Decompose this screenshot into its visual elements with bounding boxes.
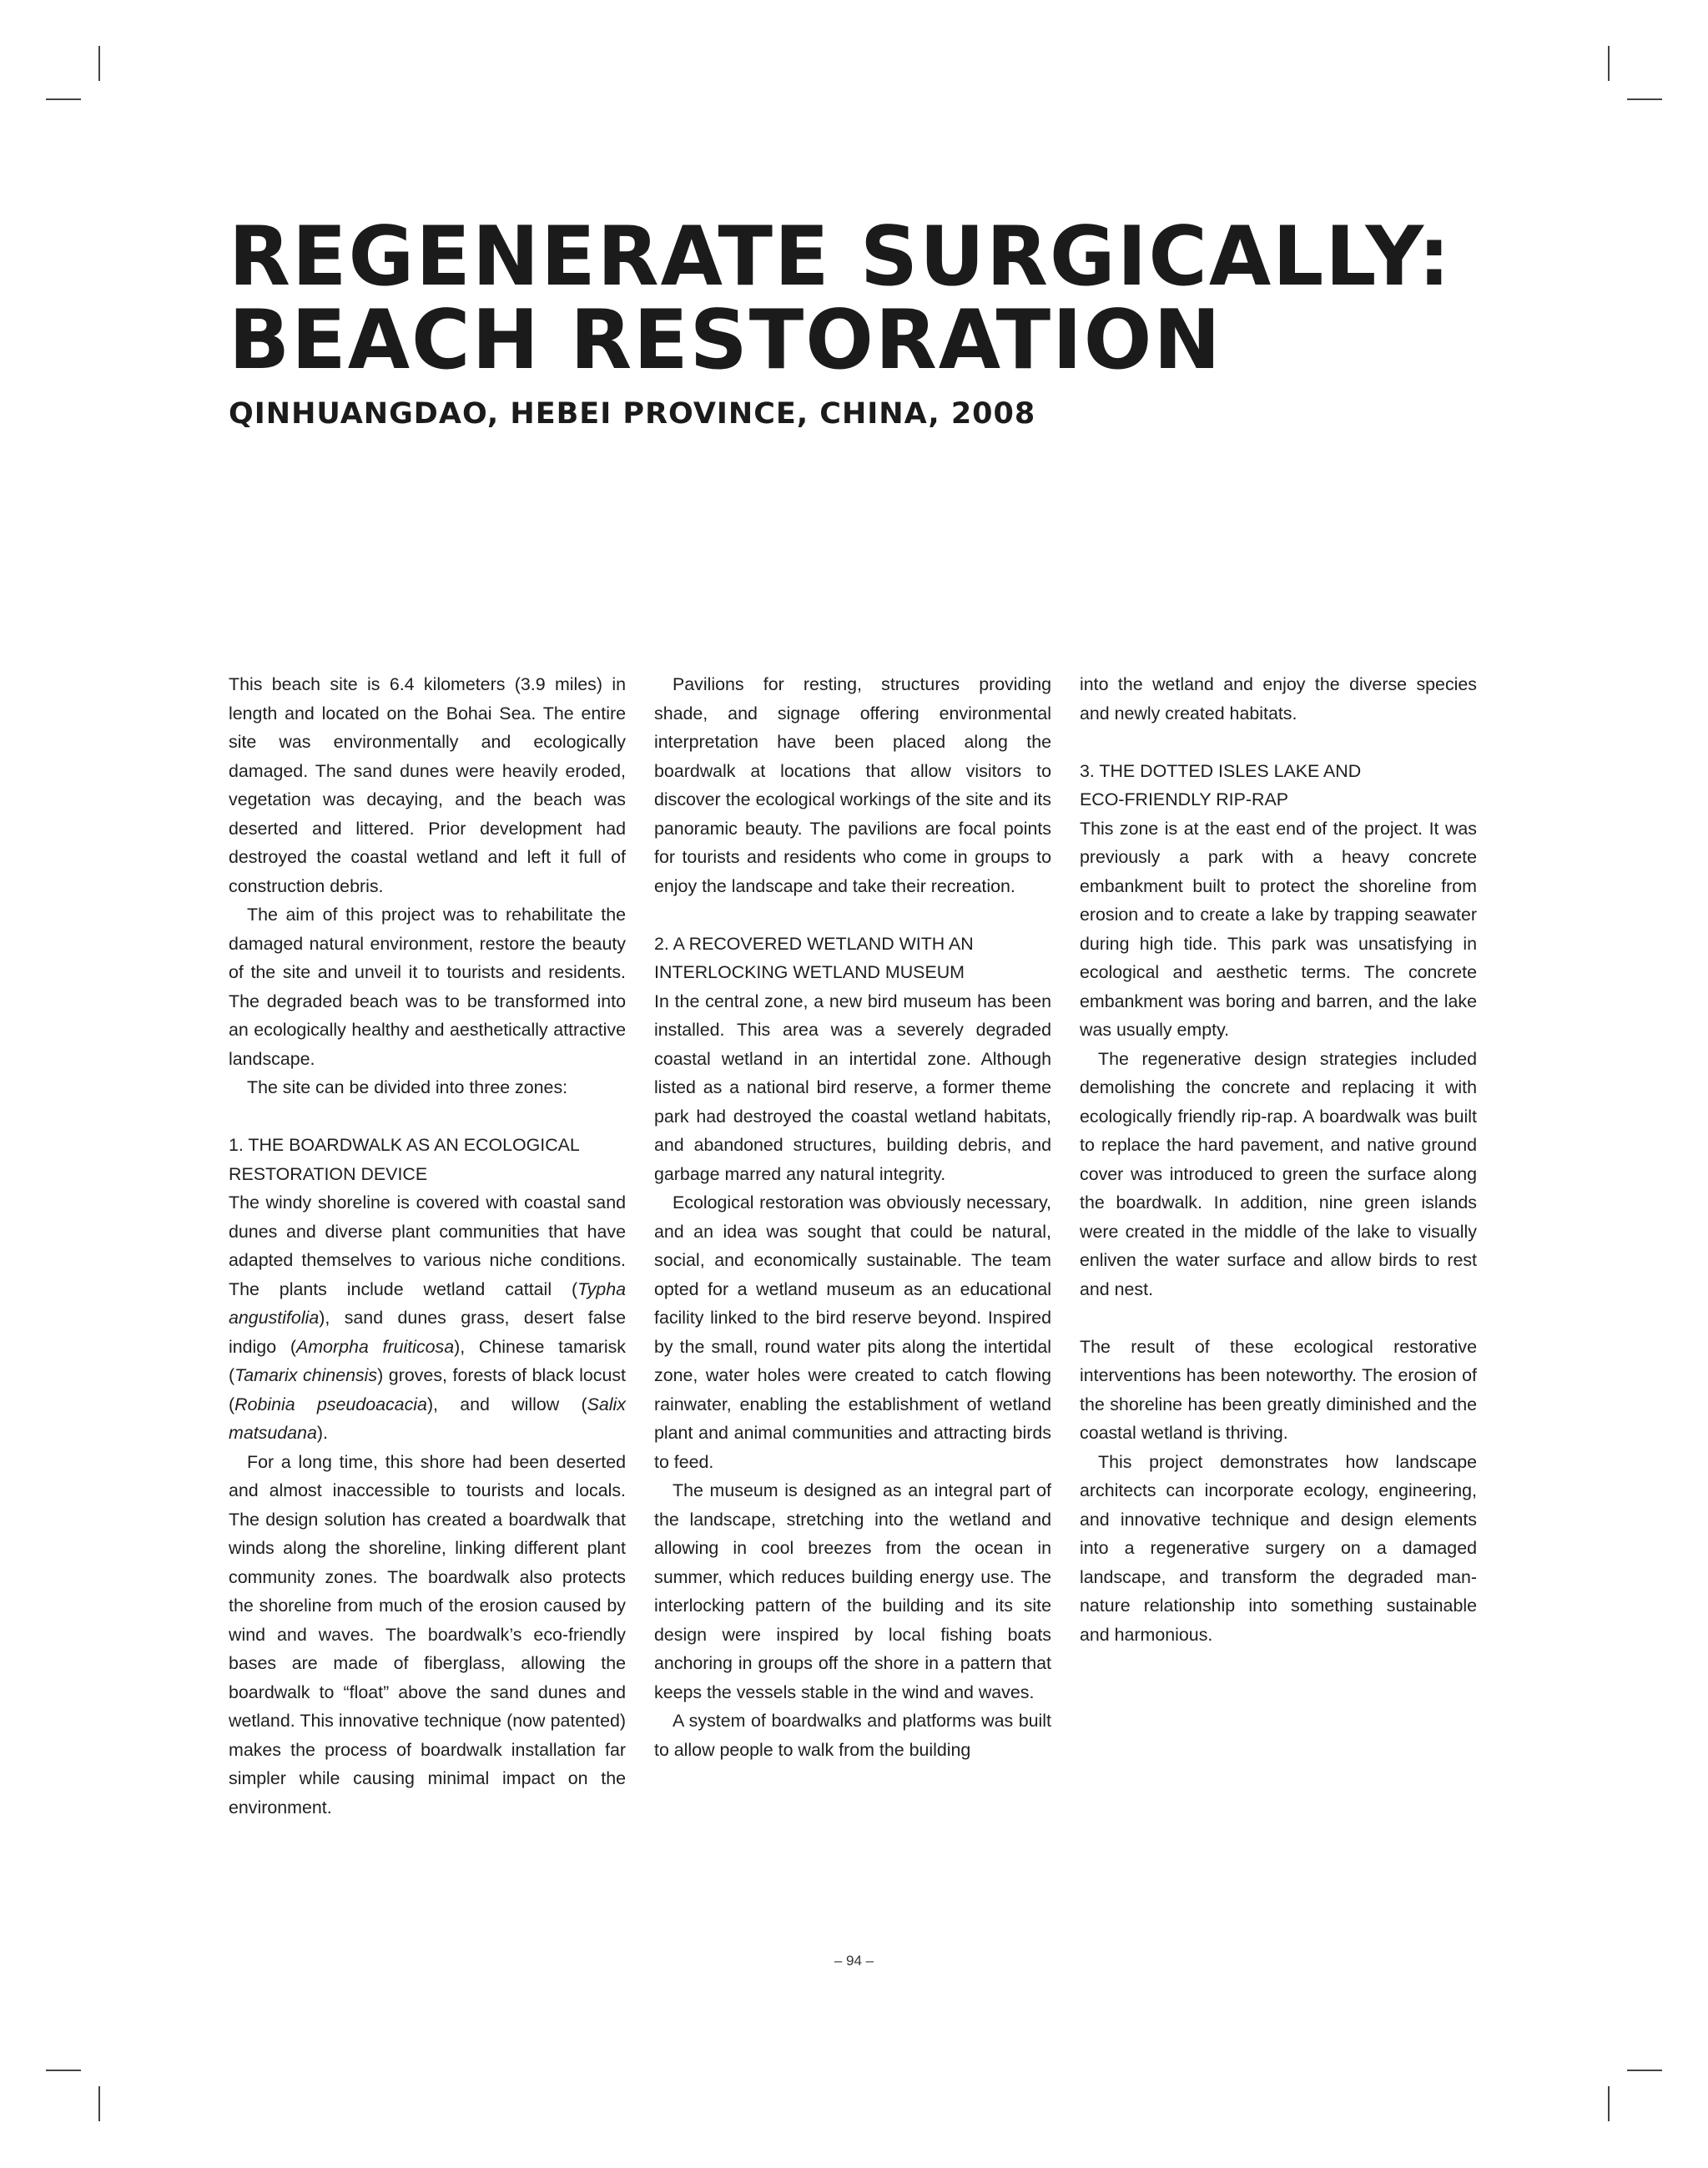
page-number: – 94 – <box>834 1953 874 1969</box>
crop-mark <box>46 2070 81 2071</box>
text-column-3 <box>1080 670 1477 1649</box>
paragraph: The windy shoreline is covered with coastal sand dunes and diverse plant communities that have adapted themselves to various niche conditions. The plants include wetland cattail (Typha angustifolia), sand dunes grass, desert false indigo (Amorpha fruiticosa), Chinese tamarisk (Tamarix chinensis) groves, forests of black locust (Robinia pseudoacacia), and willow (Salix matsudana). <box>229 1192 626 1443</box>
section-heading: 3. THE DOTTED ISLES LAKE AND ECO-FRIENDLY RIP-RAP <box>1080 760 1362 809</box>
page-subtitle: QINHUANGDAO, HEBEI PROVINCE, CHINA, 2008 <box>229 397 1036 431</box>
page-title <box>229 209 1453 388</box>
paragraph: Ecological restoration was obviously necessary, and an idea was sought that could be natural, social, and economically sustainable. The team opted for a wetland museum as an educational facility linked to the bird reserve beyond. Inspired by the small, round water pits along the intertidal zone, water holes were created to catch flowing rainwater, enabling the establishment of wetland plant and animal communities and attracting birds to feed. <box>654 1192 1051 1472</box>
paragraph: The regenerative design strategies included demolishing the concrete and replacing it with ecologically friendly rip-rap. A boardwalk was built to replace the hard pavement, and native ground cover was introduced to green the surface along the boardwalk. In addition, nine green islands were created in the middle of the lake to visually enliven the water surface and allow birds to rest and nest. <box>1080 1048 1477 1299</box>
paragraph: This project demonstrates how landscape architects can incorporate ecology, engineering, and innovative technique and design elements into a regenerative surgery on a damaged landscape, and transform the degraded man-nature relationship into something sustainable and harmonious. <box>1080 1451 1477 1645</box>
paragraph: This beach site is 6.4 kilometers (3.9 miles) in length and located on the Bohai Sea. The entire site was environmentally and ecologically damaged. The sand dunes were heavily eroded, vegetation was decaying, and the beach was deserted and littered. Prior development had destroyed the coastal wetland and left it full of construction debris. <box>229 674 626 896</box>
title-line-1: REGENERATE SURGICALLY: <box>229 209 1453 305</box>
paragraph: The museum is designed as an integral part of the landscape, stretching into the wetland and allowing in cool breezes from the ocean in summer, which reduces building energy use. The interlocking pattern of the building and its site design were inspired by local fishing boats anchoring in groups off the shore in a pattern that keeps the vessels stable in the wind and waves. <box>654 1480 1051 1702</box>
text-column-1 <box>229 670 626 1822</box>
paragraph: In the central zone, a new bird museum has been installed. This area was a severely degraded coastal wetland in an intertidal zone. Although listed as a national bird reserve, a former theme park had destroyed the coastal wetland habitats, and abandoned structures, building debris, and garbage marred any natural integrity. <box>654 991 1051 1184</box>
crop-mark <box>1627 2070 1662 2071</box>
crop-mark <box>1608 46 1610 81</box>
section-heading: 1. THE BOARDWALK AS AN ECOLOGICAL RESTORATION DEVICE <box>229 1135 580 1184</box>
paragraph: For a long time, this shore had been deserted and almost inaccessible to tourists and locals. The design solution has created a boardwalk that winds along the shoreline, linking different plant community zones. The boardwalk also protects the shoreline from much of the erosion caused by wind and waves. The boardwalk’s eco-friendly bases are made of fiberglass, allowing the boardwalk to “float” above the sand dunes and wetland. This innovative technique (now patented) makes the process of boardwalk installation far simpler while causing minimal impact on the environment. <box>229 1451 626 1818</box>
paragraph: The result of these ecological restorative interventions has been noteworthy. The erosion of the shoreline has been greatly diminished and the coastal wetland is thriving. <box>1080 1336 1477 1443</box>
crop-mark <box>1627 98 1662 100</box>
paragraph: The site can be divided into three zones: <box>247 1077 568 1097</box>
title-line-2: BEACH RESTORATION <box>229 293 1222 388</box>
crop-mark <box>98 2086 100 2121</box>
crop-mark <box>1608 2086 1610 2121</box>
paragraph: into the wetland and enjoy the diverse species and newly created habitats. <box>1080 674 1477 724</box>
text-column-2 <box>654 670 1051 1764</box>
section-heading: 2. A RECOVERED WETLAND WITH AN INTERLOCKING WETLAND MUSEUM <box>654 933 974 982</box>
crop-mark <box>46 98 81 100</box>
paragraph: This zone is at the east end of the project. It was previously a park with a heavy concrete embankment built to protect the shoreline from erosion and to create a lake by trapping seawater during high tide. This park was unsatisfying in ecological and aesthetic terms. The concrete embankment was boring and barren, and the lake was usually empty. <box>1080 818 1477 1040</box>
paragraph: The aim of this project was to rehabilitate the damaged natural environment, restore the beauty of the site and unveil it to tourists and residents. The degraded beach was to be transformed into an ecologically healthy and aesthetically attractive landscape. <box>229 905 626 1069</box>
crop-mark <box>98 46 100 81</box>
paragraph: Pavilions for resting, structures providing shade, and signage offering environmental interpretation have been placed along the boardwalk at locations that allow visitors to discover the ecological workings of the site and its panoramic beauty. The pavilions are focal points for tourists and residents who come in groups to enjoy the landscape and take their recreation. <box>654 674 1051 896</box>
paragraph: A system of boardwalks and platforms was built to allow people to walk from the building <box>654 1711 1051 1760</box>
